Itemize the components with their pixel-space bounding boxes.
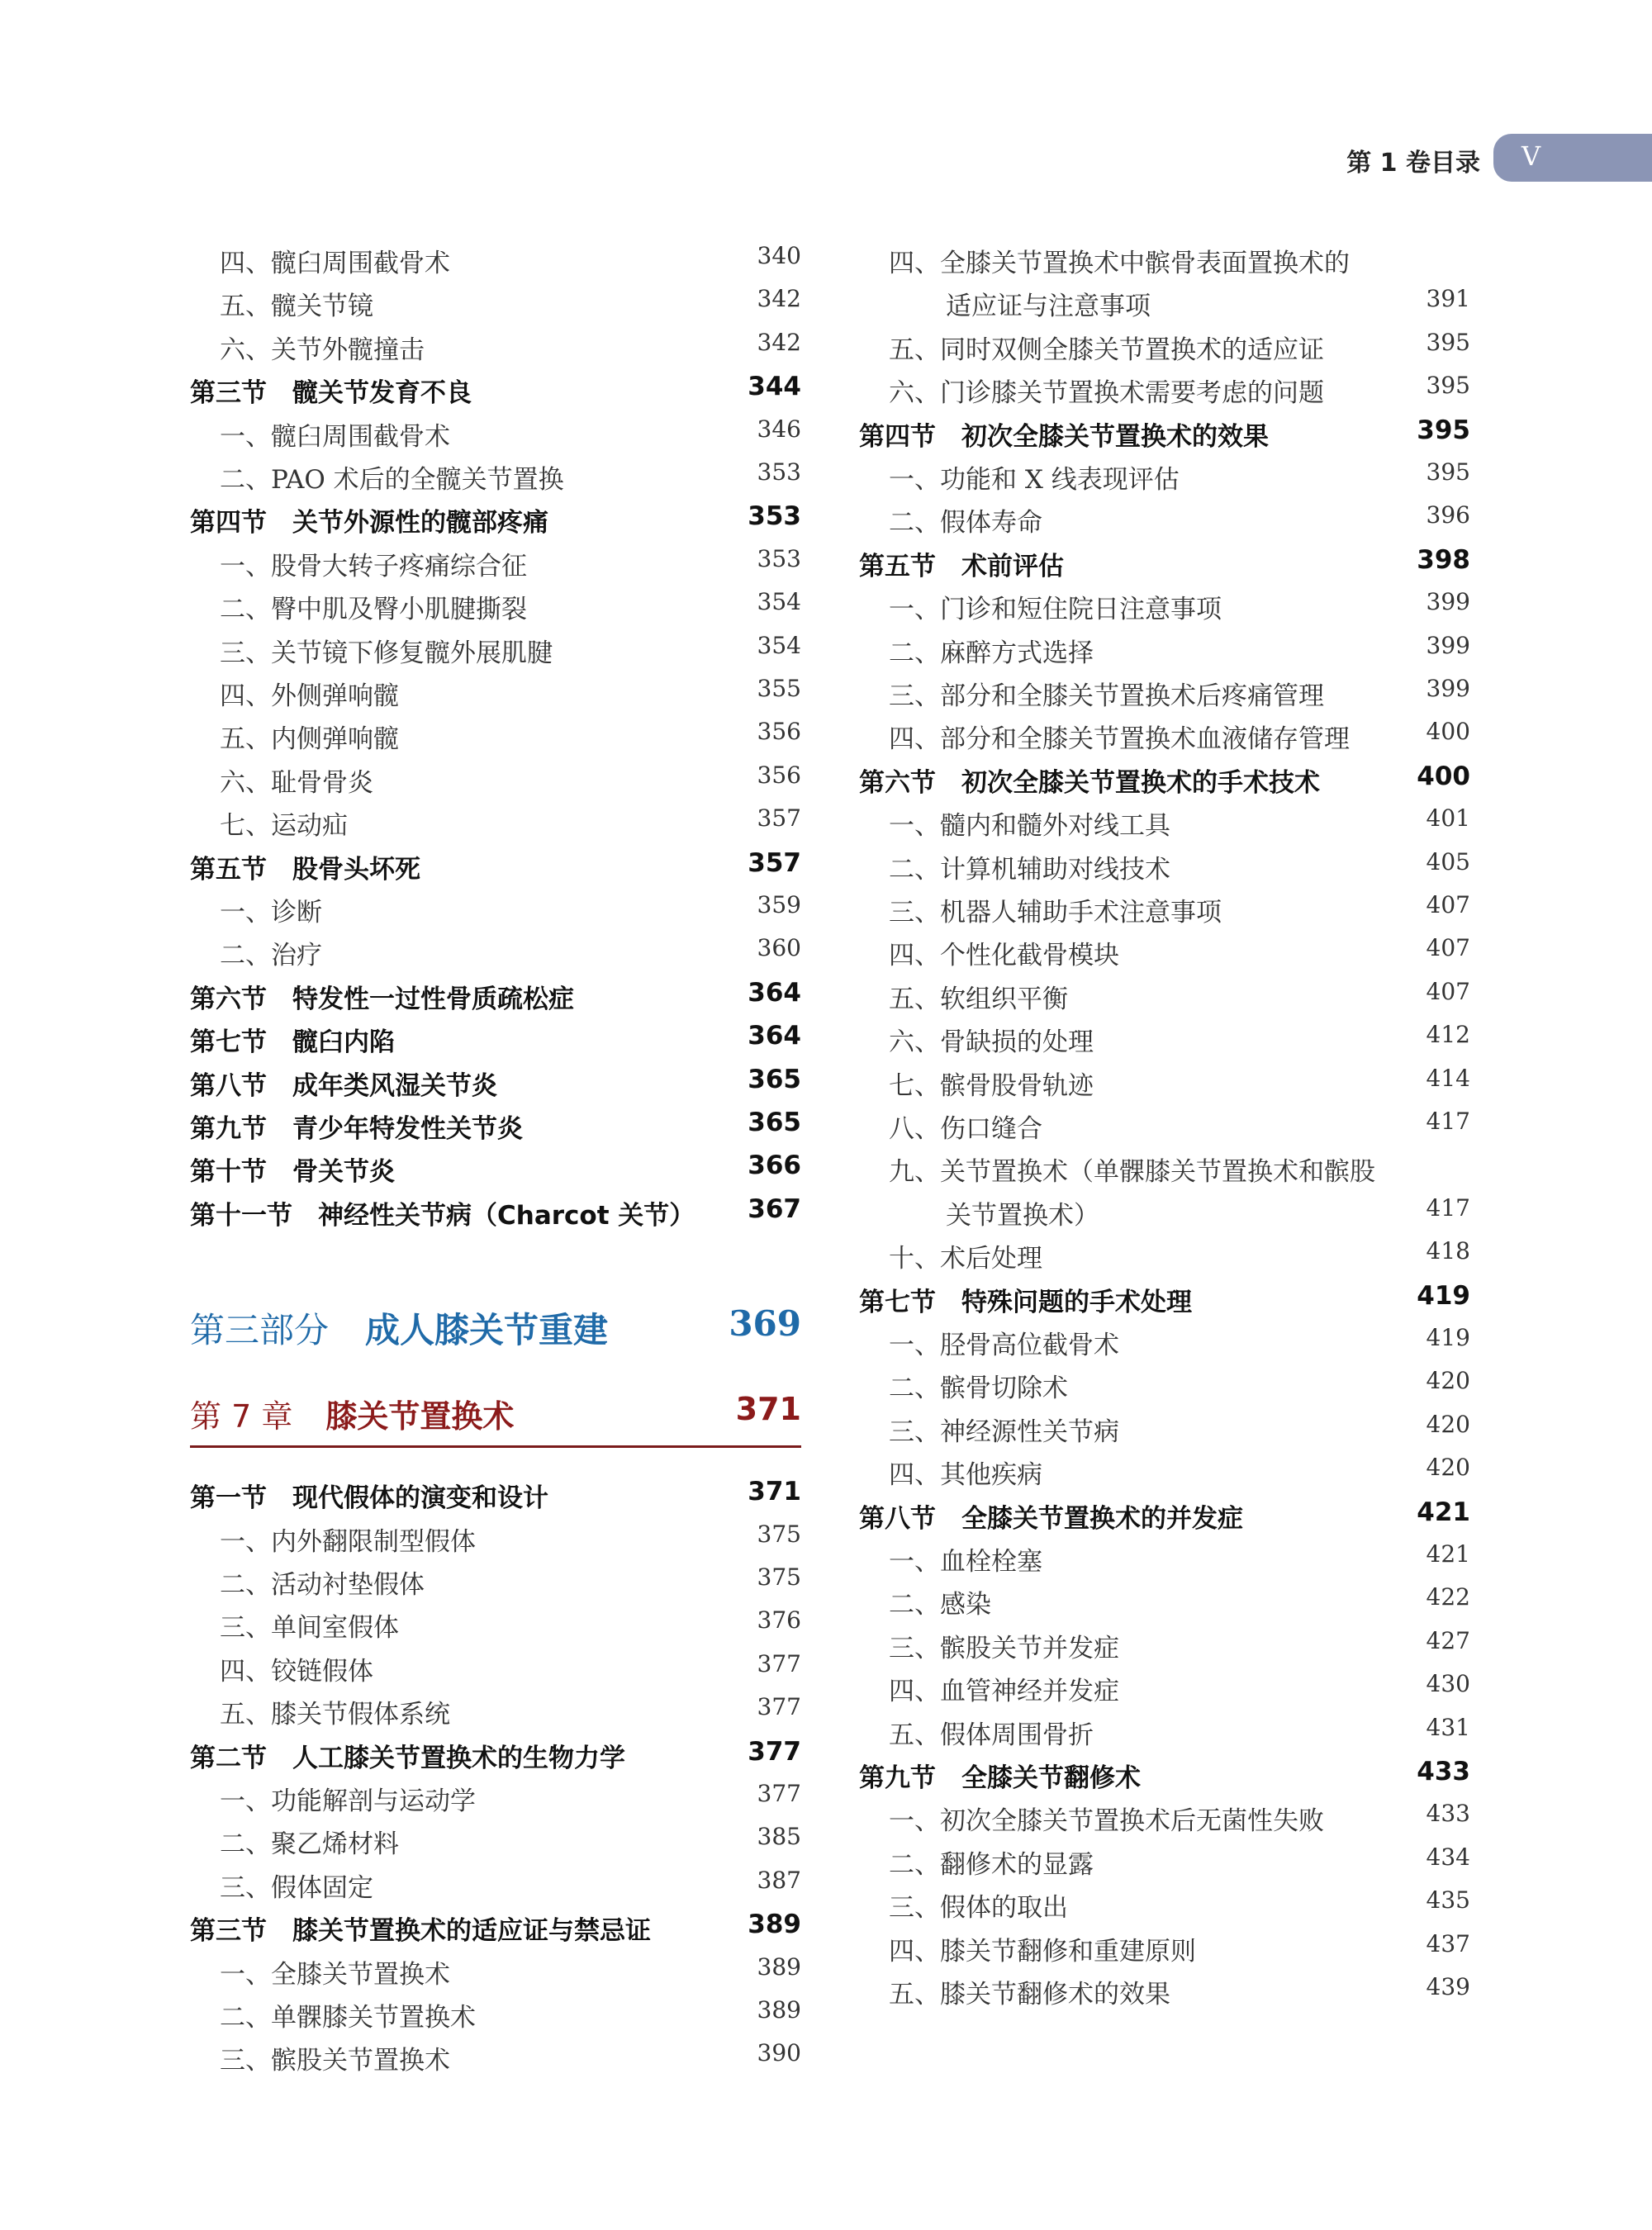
toc-entry-title: 四、外侧弹响髋 bbox=[220, 681, 399, 711]
toc-entry-title: 第三节 膝关节置换术的适应证与禁忌证 bbox=[190, 1916, 651, 1947]
toc-entry-sec[interactable] bbox=[859, 1491, 1470, 1534]
toc-entry-sub[interactable] bbox=[190, 1514, 801, 1557]
toc-entry-title: 第六节 初次全膝关节置换术的手术技术 bbox=[859, 767, 1320, 798]
toc-entry-sub[interactable] bbox=[190, 885, 801, 928]
toc-entry-page: 342 bbox=[757, 285, 801, 313]
toc-entry-sec[interactable] bbox=[190, 1058, 801, 1101]
toc-entry-title: 九、关节置换术（单髁膝关节置换术和髌股 bbox=[889, 1157, 1375, 1188]
toc-entry-page: 412 bbox=[1426, 1021, 1470, 1049]
toc-entry-page: 353 bbox=[757, 458, 801, 486]
toc-entry-page: 365 bbox=[748, 1108, 801, 1137]
toc-entry-page: 401 bbox=[1426, 804, 1470, 833]
toc-entry-title bbox=[190, 1391, 514, 1436]
toc-entry-title: 第七节 特殊问题的手术处理 bbox=[859, 1287, 1192, 1317]
toc-entry-sub[interactable] bbox=[190, 1990, 801, 2033]
toc-entry-page: 398 bbox=[1417, 544, 1470, 575]
toc-entry-sub[interactable] bbox=[859, 495, 1470, 538]
toc-entry-sec[interactable] bbox=[190, 1730, 801, 1773]
toc-entry-title: 四、个性化截骨模块 bbox=[889, 941, 1119, 971]
toc-entry-page: 419 bbox=[1426, 1324, 1470, 1351]
toc-entry-sec[interactable] bbox=[190, 1101, 801, 1144]
toc-entry-title: 三、假体的取出 bbox=[889, 1893, 1068, 1924]
toc-entry-page: 389 bbox=[757, 1996, 801, 2024]
toc-entry-title: 四、铰链假体 bbox=[220, 1656, 373, 1687]
toc-entry-sub[interactable] bbox=[190, 1557, 801, 1600]
toc-entry-page: 437 bbox=[1426, 1929, 1470, 1957]
toc-entry-page: 344 bbox=[748, 372, 801, 402]
toc-entry-page: 405 bbox=[1426, 847, 1470, 875]
toc-entry-title: 四、血管神经并发症 bbox=[889, 1677, 1119, 1707]
toc-entry-sec[interactable] bbox=[859, 755, 1470, 798]
running-header-title: 第 1 卷目录 bbox=[1346, 149, 1480, 178]
toc-entry-title: 四、其他疾病 bbox=[889, 1460, 1042, 1491]
toc-entry-title: 十、术后处理 bbox=[889, 1244, 1042, 1274]
toc-entry-page: 390 bbox=[757, 2039, 801, 2067]
toc-entry-page: 430 bbox=[1426, 1670, 1470, 1698]
toc-entry-page: 357 bbox=[748, 847, 801, 878]
toc-entry-sec[interactable] bbox=[859, 409, 1470, 452]
toc-entry-page: 355 bbox=[757, 675, 801, 702]
toc-entry-title: 一、门诊和短住院日注意事项 bbox=[889, 595, 1222, 625]
toc-entry-sub[interactable] bbox=[859, 581, 1470, 624]
toc-entry-sub[interactable] bbox=[859, 1188, 1470, 1231]
toc-entry-page: 427 bbox=[1426, 1626, 1470, 1654]
toc-entry-sub[interactable] bbox=[190, 928, 801, 970]
toc-entry-page: 376 bbox=[757, 1606, 801, 1635]
toc-entry-sub[interactable] bbox=[190, 1816, 801, 1859]
toc-entry-sub[interactable] bbox=[859, 928, 1470, 970]
toc-entry-title: 一、髋臼周围截骨术 bbox=[220, 421, 450, 452]
toc-entry-title: 五、膝关节翻修术的效果 bbox=[889, 1980, 1170, 2009]
toc-entry-page: 420 bbox=[1426, 1410, 1470, 1438]
toc-entry-title: 第九节 全膝关节翻修术 bbox=[859, 1763, 1141, 1793]
toc-entry-title: 一、内外翻限制型假体 bbox=[220, 1526, 476, 1557]
toc-entry-sub[interactable] bbox=[859, 278, 1470, 321]
toc-entry-title: 二、感染 bbox=[889, 1590, 991, 1620]
toc-entry-sub[interactable] bbox=[190, 711, 801, 754]
toc-entry-page: 407 bbox=[1426, 977, 1470, 1005]
toc-entry-page: 377 bbox=[757, 1780, 801, 1807]
toc-entry-title: 五、膝关节假体系统 bbox=[220, 1700, 450, 1730]
toc-entry-title: 一、胫骨高位截骨术 bbox=[889, 1331, 1119, 1360]
toc-entry-title: 三、神经源性关节病 bbox=[889, 1416, 1119, 1447]
toc-entry-page: 353 bbox=[748, 501, 801, 532]
toc-entry-page: 435 bbox=[1426, 1886, 1470, 1914]
toc-entry-sec[interactable] bbox=[859, 1750, 1470, 1793]
toc-entry-title: 七、髌骨股骨轨迹 bbox=[889, 1070, 1094, 1101]
toc-entry-sec[interactable] bbox=[190, 971, 801, 1014]
toc-entry-title: 第二节 人工膝关节置换术的生物力学 bbox=[190, 1743, 625, 1773]
toc-entry-title: 七、运动疝 bbox=[220, 811, 348, 842]
toc-entry-page: 385 bbox=[757, 1823, 801, 1851]
toc-entry-title: 六、骨缺损的处理 bbox=[889, 1027, 1094, 1058]
toc-entry-title: 关节置换术） bbox=[946, 1200, 1099, 1231]
toc-entry-sub[interactable] bbox=[190, 1600, 801, 1643]
toc-entry-sub[interactable] bbox=[190, 409, 801, 452]
toc-entry-page: 395 bbox=[1426, 328, 1470, 356]
toc-entry-title: 第八节 全膝关节置换术的并发症 bbox=[859, 1503, 1243, 1534]
toc-entry-sub[interactable] bbox=[859, 1534, 1470, 1577]
toc-entry-sub[interactable] bbox=[190, 322, 801, 365]
toc-entry-title: 二、计算机辅助对线技术 bbox=[889, 854, 1170, 885]
toc-entry-page: 399 bbox=[1426, 675, 1470, 702]
toc-entry-sub[interactable] bbox=[859, 1793, 1470, 1836]
toc-entry-page: 422 bbox=[1426, 1583, 1470, 1611]
toc-entry-sub[interactable] bbox=[859, 668, 1470, 711]
toc-entry-sec[interactable] bbox=[190, 365, 801, 408]
toc-entry-title: 第五节 股骨头坏死 bbox=[190, 854, 420, 885]
toc-entry-page: 417 bbox=[1426, 1108, 1470, 1135]
toc-entry-sub[interactable] bbox=[859, 798, 1470, 841]
toc-entry-page: 369 bbox=[729, 1303, 801, 1345]
toc-entry-page: 367 bbox=[748, 1193, 801, 1224]
toc-entry-sub[interactable] bbox=[190, 755, 801, 798]
toc-entry-sub[interactable] bbox=[190, 1860, 801, 1903]
toc-entry-title: 六、关节外髋撞击 bbox=[220, 334, 425, 365]
toc-entry-sub[interactable] bbox=[859, 1967, 1470, 2009]
toc-entry-page: 364 bbox=[748, 1021, 801, 1051]
toc-entry-page: 420 bbox=[1426, 1454, 1470, 1482]
toc-entry-sub[interactable] bbox=[859, 322, 1470, 365]
toc-entry-sub[interactable] bbox=[859, 1144, 1470, 1187]
toc-entry-page: 389 bbox=[748, 1910, 801, 1940]
toc-entry-sub[interactable] bbox=[859, 1620, 1470, 1663]
toc-entry-page: 375 bbox=[757, 1520, 801, 1548]
toc-entry-sec[interactable] bbox=[190, 1014, 801, 1057]
toc-entry-page: 375 bbox=[757, 1563, 801, 1591]
toc-entry-page: 431 bbox=[1426, 1713, 1470, 1741]
toc-entry-sub[interactable] bbox=[859, 1014, 1470, 1057]
toc-entry-page: 434 bbox=[1426, 1843, 1470, 1871]
toc-entry-sub[interactable] bbox=[190, 625, 801, 668]
toc-entry-sec[interactable] bbox=[190, 1903, 801, 1946]
toc-entry-page: 433 bbox=[1417, 1757, 1470, 1786]
toc-entry-title bbox=[190, 1303, 608, 1353]
toc-entry-page: 356 bbox=[757, 718, 801, 746]
toc-entry-title: 二、治疗 bbox=[220, 941, 322, 971]
toc-entry-title: 第七节 髋臼内陷 bbox=[190, 1027, 395, 1058]
toc-entry-page: 364 bbox=[748, 977, 801, 1008]
toc-entry-sub[interactable] bbox=[190, 1644, 801, 1687]
toc-entry-page: 354 bbox=[757, 631, 801, 659]
toc-entry-page: 342 bbox=[757, 328, 801, 356]
toc-entry-title: 五、髋关节镜 bbox=[220, 292, 373, 322]
toc-entry-title: 第五节 术前评估 bbox=[859, 551, 1064, 581]
toc-entry-page: 359 bbox=[757, 891, 801, 918]
toc-entry-title: 五、软组织平衡 bbox=[889, 984, 1068, 1014]
toc-entry-title: 一、髓内和髓外对线工具 bbox=[889, 811, 1170, 842]
toc-entry-page: 353 bbox=[757, 544, 801, 572]
toc-entry-sub[interactable] bbox=[190, 798, 801, 841]
toc-entry-title: 第十一节 神经性关节病（Charcot 关节） bbox=[190, 1200, 695, 1231]
toc-entry-sub[interactable] bbox=[859, 1663, 1470, 1706]
toc-entry-page: 391 bbox=[1426, 285, 1470, 313]
toc-entry-page: 360 bbox=[757, 934, 801, 962]
toc-entry-title: 三、单间室假体 bbox=[220, 1613, 399, 1644]
toc-entry-title: 三、髌股关节并发症 bbox=[889, 1633, 1119, 1663]
toc-entry-page: 433 bbox=[1426, 1800, 1470, 1828]
toc-entry-page: 377 bbox=[757, 1693, 801, 1721]
toc-entry-sub[interactable] bbox=[190, 1773, 801, 1816]
toc-entry-label: 第 7 章 bbox=[190, 1398, 293, 1435]
toc-entry-title: 二、麻醉方式选择 bbox=[889, 638, 1094, 668]
toc-entry-sec[interactable] bbox=[190, 1188, 801, 1231]
toc-entry-label: 第三部分 bbox=[190, 1310, 330, 1351]
toc-entry-page: 356 bbox=[757, 761, 801, 789]
toc-entry-sub[interactable] bbox=[190, 668, 801, 711]
toc-entry-title: 四、膝关节翻修和重建原则 bbox=[889, 1936, 1196, 1967]
toc-entry-sub[interactable] bbox=[859, 625, 1470, 668]
toc-entry-title: 一、诊断 bbox=[220, 898, 322, 928]
toc-entry-title: 三、部分和全膝关节置换术后疼痛管理 bbox=[889, 681, 1324, 711]
toc-entry-page: 400 bbox=[1417, 761, 1470, 791]
toc-entry-page: 354 bbox=[757, 588, 801, 616]
toc-entry-page: 417 bbox=[1426, 1193, 1470, 1222]
toc-entry-title: 第十节 骨关节炎 bbox=[190, 1157, 395, 1188]
toc-entry-title: 三、髌股关节置换术 bbox=[220, 2046, 450, 2076]
toc-entry-page: 420 bbox=[1426, 1367, 1470, 1395]
toc-entry-page: 399 bbox=[1426, 588, 1470, 616]
toc-entry-title: 二、单髁膝关节置换术 bbox=[220, 2003, 476, 2033]
toc-entry-title: 三、假体固定 bbox=[220, 1872, 373, 1903]
toc-entry-title: 二、活动衬垫假体 bbox=[220, 1570, 425, 1600]
toc-entry-page: 421 bbox=[1417, 1497, 1470, 1527]
toc-entry-title: 第九节 青少年特发性关节炎 bbox=[190, 1114, 523, 1144]
toc-entry-sub[interactable] bbox=[859, 1880, 1470, 1923]
toc-entry-sub[interactable] bbox=[859, 1101, 1470, 1144]
toc-entry-sub[interactable] bbox=[190, 235, 801, 278]
toc-entry-title: 六、门诊膝关节置换术需要考虑的问题 bbox=[889, 378, 1324, 409]
toc-entry-sub[interactable] bbox=[190, 452, 801, 495]
page-number-tab bbox=[1493, 134, 1652, 182]
toc-entry-title: 三、机器人辅助手术注意事项 bbox=[889, 898, 1222, 928]
toc-entry-page: 387 bbox=[757, 1866, 801, 1894]
toc-entry-page: 399 bbox=[1426, 631, 1470, 659]
toc-entry-sub[interactable] bbox=[859, 971, 1470, 1014]
toc-entry-page: 395 bbox=[1426, 372, 1470, 400]
toc-entry-title: 二、臀中肌及臀小肌腱撕裂 bbox=[220, 595, 527, 625]
toc-entry-title: 二、聚乙烯材料 bbox=[220, 1829, 399, 1860]
toc-entry-sub[interactable] bbox=[190, 1687, 801, 1729]
toc-entry-sub[interactable] bbox=[190, 2033, 801, 2076]
page-number: V bbox=[1521, 140, 1541, 172]
toc-entry-title: 第八节 成年类风湿关节炎 bbox=[190, 1070, 497, 1101]
toc-entry-sub[interactable] bbox=[859, 1360, 1470, 1403]
toc-entry-page: 407 bbox=[1426, 891, 1470, 918]
toc-entry-page: 365 bbox=[748, 1064, 801, 1094]
toc-entry-page: 439 bbox=[1426, 1973, 1470, 2000]
toc-entry-title: 一、初次全膝关节置换术后无菌性失败 bbox=[889, 1806, 1324, 1837]
toc-entry-sub[interactable] bbox=[859, 885, 1470, 928]
toc-entry-sub[interactable] bbox=[190, 278, 801, 321]
toc-entry-title: 四、部分和全膝关节置换术血液储存管理 bbox=[889, 724, 1350, 755]
toc-entry-title: 一、全膝关节置换术 bbox=[220, 1959, 450, 1990]
toc-entry-page: 395 bbox=[1417, 415, 1470, 445]
toc-entry-title: 四、髋臼周围截骨术 bbox=[220, 249, 450, 278]
toc-entry-sub[interactable] bbox=[859, 1317, 1470, 1360]
toc-entry-page: 400 bbox=[1426, 718, 1470, 746]
toc-entry-sub[interactable] bbox=[190, 581, 801, 624]
toc-entry-title: 二、假体寿命 bbox=[889, 508, 1042, 539]
toc-entry-title: 一、血栓栓塞 bbox=[889, 1547, 1042, 1577]
toc-entry-sub[interactable] bbox=[859, 1707, 1470, 1750]
toc-entry-part[interactable] bbox=[190, 1297, 801, 1363]
toc-entry-title: 第三节 髋关节发育不良 bbox=[190, 378, 472, 409]
toc-entry-sec[interactable] bbox=[859, 539, 1470, 581]
toc-entry-page: 377 bbox=[748, 1736, 801, 1767]
toc-entry-title: 五、同时双侧全膝关节置换术的适应证 bbox=[889, 334, 1324, 365]
toc-entry-page: 395 bbox=[1426, 458, 1470, 486]
toc-entry-title: 二、髌骨切除术 bbox=[889, 1374, 1068, 1404]
toc-entry-sec[interactable] bbox=[190, 1470, 801, 1513]
toc-entry-sub[interactable] bbox=[190, 539, 801, 581]
toc-entry-sub[interactable] bbox=[859, 235, 1470, 278]
toc-entry-page: 421 bbox=[1426, 1540, 1470, 1568]
toc-entry-page: 371 bbox=[735, 1391, 801, 1428]
toc-entry-chap[interactable] bbox=[190, 1388, 801, 1448]
toc-entry-title: 五、假体周围骨折 bbox=[889, 1720, 1094, 1750]
toc-entry-sub[interactable] bbox=[859, 711, 1470, 754]
toc-entry-title: 三、关节镜下修复髋外展肌腱 bbox=[220, 638, 553, 668]
toc-entry-sec[interactable] bbox=[859, 1274, 1470, 1317]
toc-entry-title: 一、股骨大转子疼痛综合征 bbox=[220, 551, 527, 581]
toc-entry-sub[interactable] bbox=[859, 1231, 1470, 1274]
toc-entry-title: 第六节 特发性一过性骨质疏松症 bbox=[190, 984, 574, 1014]
toc-entry-text: 膝关节置换术 bbox=[325, 1398, 515, 1435]
toc-entry-sec[interactable] bbox=[190, 842, 801, 885]
toc-entry-sub[interactable] bbox=[859, 365, 1470, 408]
toc-entry-title: 一、功能解剖与运动学 bbox=[220, 1786, 476, 1816]
toc-entry-page: 419 bbox=[1417, 1280, 1470, 1311]
toc-entry-text: 成人膝关节重建 bbox=[365, 1310, 609, 1351]
toc-entry-sub[interactable] bbox=[859, 1447, 1470, 1490]
toc-entry-sec[interactable] bbox=[190, 1144, 801, 1187]
toc-entry-sub[interactable] bbox=[859, 452, 1470, 495]
toc-entry-page: 371 bbox=[748, 1477, 801, 1507]
toc-entry-title: 二、PAO 术后的全髋关节置换 bbox=[220, 465, 564, 495]
toc-entry-title: 五、内侧弹响髋 bbox=[220, 724, 399, 755]
toc-entry-title: 第一节 现代假体的演变和设计 bbox=[190, 1483, 548, 1514]
toc-entry-sub[interactable] bbox=[859, 842, 1470, 885]
toc-entry-title: 四、全膝关节置换术中髌骨表面置换术的 bbox=[889, 249, 1350, 278]
toc-entry-title: 六、耻骨骨炎 bbox=[220, 767, 373, 798]
toc-entry-sub[interactable] bbox=[859, 1837, 1470, 1880]
toc-entry-page: 414 bbox=[1426, 1064, 1470, 1092]
toc-entry-page: 407 bbox=[1426, 934, 1470, 962]
toc-entry-page: 389 bbox=[757, 1952, 801, 1981]
toc-entry-title: 八、伤口缝合 bbox=[889, 1114, 1042, 1144]
toc-entry-sub[interactable] bbox=[859, 1577, 1470, 1620]
toc-entry-title: 第四节 关节外源性的髋部疼痛 bbox=[190, 508, 548, 539]
toc-entry-page: 396 bbox=[1426, 501, 1470, 529]
toc-entry-page: 357 bbox=[757, 804, 801, 833]
toc-entry-sub[interactable] bbox=[859, 1404, 1470, 1447]
toc-entry-page: 377 bbox=[757, 1649, 801, 1677]
toc-entry-page: 366 bbox=[748, 1151, 801, 1181]
toc-entry-sec[interactable] bbox=[190, 495, 801, 538]
toc-entry-sub[interactable] bbox=[190, 1947, 801, 1990]
toc-entry-sub[interactable] bbox=[859, 1924, 1470, 1967]
toc-entry-title: 第四节 初次全膝关节置换术的效果 bbox=[859, 421, 1269, 452]
toc-entry-title: 二、翻修术的显露 bbox=[889, 1849, 1094, 1880]
toc-entry-sub[interactable] bbox=[859, 1058, 1470, 1101]
toc-entry-page: 340 bbox=[757, 242, 801, 269]
toc-entry-title: 适应证与注意事项 bbox=[946, 292, 1151, 322]
toc-entry-page: 346 bbox=[757, 415, 801, 443]
toc-entry-page: 418 bbox=[1426, 1237, 1470, 1265]
toc-entry-title: 一、功能和 X 线表现评估 bbox=[889, 465, 1180, 495]
